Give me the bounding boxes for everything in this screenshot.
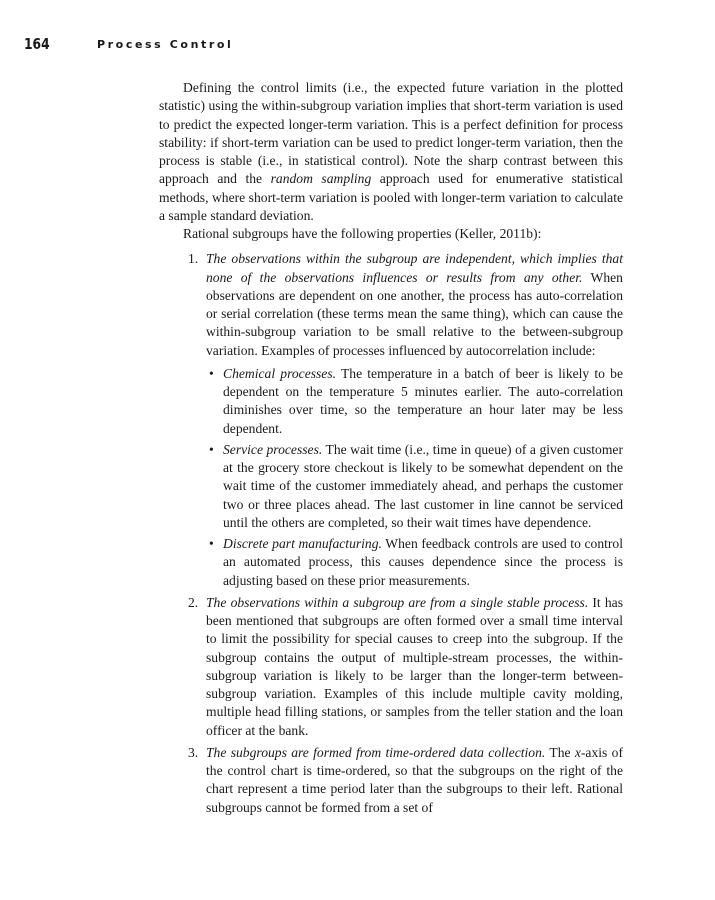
bullet-icon: • [209,441,214,457]
item-number: 1. [188,251,199,267]
item-number: 2. [188,594,199,610]
examples-list [206,365,623,590]
properties-list [159,250,623,817]
item-heading: The observations within a subgroup are from a single stable process. [206,594,589,610]
paragraph-text: Defining the control limits (i.e., the expected future variation in the plotted statistic) using the within-subgroup variation implies that short-term variation is used to predict the expected longer-term variation. This is a perfect definition for process stability: if short-term variation can be used to predict longer-term variation, then the process is stable (i.e., in statistical control). Note the sharp contrast between this approach and the [159,80,623,187]
bullet-heading: Chemical processes. [223,365,337,381]
list-item [159,594,623,740]
item-heading: The subgroups are formed from time-ordered data collection. [206,744,546,760]
list-item [159,250,623,590]
bullet-heading: Service processes. [223,441,323,457]
bullet-text: The wait time (i.e., time in queue) of a given customer at the grocery store checkout is likely to be somewhat dependent on the wait time of the customer immediately ahead, and perhaps the customer two or three places ahead. The last customer in line cannot be serviced until the others are completed, so their wait times have dependence. [223,441,623,530]
item-text: When observations are dependent on one another, the process has auto-correlation or serial correlation (these terms mean the same thing), which can cause the within-subgroup variation to be small relative to the between-subgroup variation. Examples of processes influenced by autocorrelation include: [206,269,623,358]
bullet-item [206,365,623,438]
page-number: 164 [24,35,50,53]
paragraph-text: approach used for enumerative statistical methods, where short-term variation is pooled with longer-term variation to calculate a sample standard deviation. [159,171,623,223]
term-random-sampling: random sampling [270,171,372,187]
paragraph-properties-lead: Rational subgroups have the following properties (Keller, 2011b): [183,226,542,241]
bullet-heading: Discrete part manufacturing. [223,536,382,551]
item-text: -axis of the control chart is time-ordered, so that the subgroups on the right of the chart represent a time period later than the subgroups to their left. Rational subgroups cannot be formed from a set of [206,744,623,815]
bullet-icon: • [209,365,214,381]
bullet-text: The temperature in a batch of beer is likely to be dependent on the temperature 5 minutes earlier. The auto-correlation diminishes over time, so the temperature an hour later may be less dependent. [223,365,623,436]
paragraph-intro [159,79,623,225]
item-text: The [545,744,575,760]
body-text [159,79,623,821]
item-text: It has been mentioned that subgroups are often formed over a small time interval to limit the possibility for special causes to creep into the subgroup. If the subgroup contains the output of multiple-stream processes, the within-subgroup variation is likely to be larger than the longer-term between-subgroup variation. Examples of this include multiple cavity molding, multiple head filling stations, or samples from the teller station and the loan officer at the bank. [206,594,623,738]
item-heading: The observations within the subgroup are independent, which implies that none of the observations influences or results from any other. [206,251,623,285]
item-number: 3. [188,744,199,760]
bullet-text: When feedback controls are used to control an automated process, this causes dependence since the process is adjusting based on these prior measurements. [223,536,623,588]
bullet-item [206,535,623,590]
bullet-icon: • [209,536,214,551]
bullet-item [206,441,623,532]
list-item [159,744,623,817]
variable-x: x [574,744,581,760]
running-title: Process Control [97,38,234,51]
